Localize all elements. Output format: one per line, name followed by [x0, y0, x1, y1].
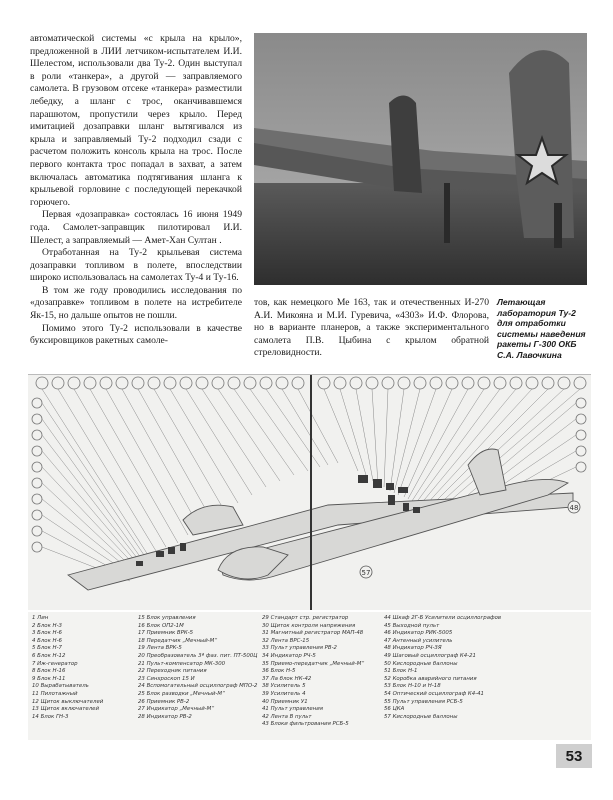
legend-item: 20 Преобразователь 3ª фаз. пит. ПТ-500Ц: [138, 652, 258, 659]
middle-text-column: тов, как немецкого Ме 163, так и отечественных И-270 А.И. Микояна и М.И. Гуревича, «4303» И.Ф. Флорова, но в варианте планеров, а также экспериментального самолета П.В. Цыбина с крылом обратной стреловидности.: [254, 297, 489, 359]
legend-item: 24 Вспомогательный осциллограф МПО-2: [138, 683, 258, 690]
legend-item: 10 Вырабатыватель: [32, 683, 89, 690]
legend-item: 31 Магнитный регистратор МАП-48: [262, 630, 364, 637]
legend-item: 15 Блок управления: [138, 615, 196, 621]
legend-column-1: [32, 615, 136, 721]
cutaway-diagram: [28, 374, 591, 610]
legend-item: 54 Оптический осциллограф К4-41: [384, 690, 484, 697]
legend-item: 28 Индикатор РВ-2: [138, 713, 192, 720]
legend-item: 6 Блок Н-12: [32, 652, 66, 659]
paragraph: автоматической системы «с крыла на крыло», предложенной в ЛИИ летчиком-испытателем И.И. Шелестом, использовали два Ту-2. Один выступал в роли «танкера», а другой — заправляемого самолета. В грузовом отсеке «танкера» разместили лебедку, а шланг с трос, оканчивавшемся парашютом, пропустили через крыло. Перед имитацией дозаправки шланг вытягивался из крыла и заправляемый Ту-2 подходил сзади с расчетом положить консоль крыла на трос. После первого контакта трос попадал в захват, а затем включалась автоматика подтягивания шланга к крыльевой горловине с последующей перекачкой горючего.: [30, 33, 242, 208]
paragraph: Первая «дозаправка» состоялась 16 июня 1949 года. Самолет-заправщик пилотировал И.И. Шелест, а заправляемый — Амет-Хан Султан .: [30, 209, 242, 246]
legend-item: 29 Стандарт стр. регистратор: [262, 615, 349, 621]
diagram-callout-label: 57: [361, 569, 371, 577]
legend-item: 35 Приемо-передатчик „Мечный-М“: [262, 660, 365, 667]
legend-item: 1 Лин: [32, 615, 49, 621]
legend-item: 57 Кислородные баллоны: [384, 713, 458, 720]
legend-item: 16 Блок ОП2-1М: [138, 622, 184, 629]
legend-column-2: [138, 615, 260, 721]
diagram-callout-label-right: 48: [569, 504, 579, 512]
legend-item: 45 Выходной пульт: [384, 622, 440, 629]
diagram-drawing: [28, 375, 591, 610]
legend-item: 7 Иж-генератор: [32, 660, 78, 667]
legend-item: 8 Блок Н-16: [32, 668, 66, 675]
photo-caption: Летающая лаборатория Ту-2 для отработки системы наведения ракеты Г-300 ОКБ С.А. Лавочкина: [497, 297, 586, 360]
legend-item: 3 Блок Н-6: [32, 630, 62, 637]
legend-item: 55 Пульт управления РСБ-5: [384, 698, 463, 705]
legend-item: 27 Индикатор „Мечный-М“: [138, 706, 215, 713]
legend-item: 12 Щиток выключателей: [32, 698, 104, 705]
legend-item: 2 Блок Н-3: [32, 622, 62, 629]
paragraph: В том же году проводились исследования по «дозаправке» топливом в полете на истребителе Як-15, но дальше опытов не пошли.: [30, 284, 242, 322]
legend-item: 40 Приемник У1: [262, 698, 308, 705]
legend-item: 17 Приемник ВРК-5: [138, 630, 194, 637]
legend-item: 44 Шкаф 2Г-Б Усилители осциллографов: [384, 615, 502, 621]
legend-item: 26 Приемник РВ-2: [138, 698, 190, 705]
legend-item: 19 Лента ВРК-5: [138, 645, 182, 652]
legend-item: 33 Пульт управления РВ-2: [262, 645, 337, 652]
paragraph: Помимо этого Ту-2 использовали в качестве буксировщиков ракетных самоле-: [30, 322, 242, 347]
aircraft-photo: [254, 33, 587, 285]
legend-item: 18 Передатчик „Мечный-М“: [138, 637, 218, 644]
legend-item: 14 Блок ГН-3: [32, 713, 69, 720]
legend-item: 25 Блок разводки „Мечный-М“: [138, 690, 225, 697]
legend-item: 21 Пульт-компенсатор МК-300: [138, 660, 226, 667]
legend-item: 53 Блок Н-10 и Н-18: [384, 683, 441, 690]
legend-item: 13 Щиток включателей: [32, 706, 100, 713]
legend-item: 41 Пульт управления: [262, 706, 323, 713]
legend-item: 39 Усилитель 4: [262, 690, 306, 697]
legend-item: 36 Блок Н-5: [262, 668, 296, 675]
legend-item: 43 Блоки фильтрования РСБ-5: [262, 721, 349, 728]
legend-item: 47 Антенный усилитель: [384, 637, 453, 644]
left-text-column: [30, 33, 242, 348]
legend-item: 50 Кислородные баллоны: [384, 660, 458, 667]
aircraft-photo-image: [254, 33, 587, 285]
legend-item: 49 Шаговый осциллограф К4-21: [384, 652, 476, 659]
legend-item: 22 Переходник питания: [138, 668, 207, 675]
legend-column-4: [384, 615, 512, 721]
legend-item: 32 Лента ВРС-15: [262, 637, 310, 644]
legend-item: 30 Щиток контроля напряжения: [262, 622, 356, 629]
legend-item: 46 Индикатор РИК-5005: [384, 630, 453, 637]
legend-column-3: [262, 615, 380, 729]
legend-item: 51 Блок Н-1: [384, 668, 418, 675]
legend-item: 38 Усилитель 5: [262, 683, 306, 690]
legend-item: 48 Индикатор РЧ-3Я: [384, 645, 442, 652]
legend-item: 9 Блок Н-11: [32, 675, 66, 682]
diagram-legend: [28, 612, 591, 740]
page-number: 53: [556, 744, 592, 768]
legend-item: 52 Коробка аварийного питания: [384, 675, 477, 682]
legend-item: 5 Блок Н-7: [32, 645, 62, 652]
legend-item: 37 Ла блок НК-42: [262, 675, 312, 682]
legend-item: 23 Синхроскоп 15 И: [138, 675, 195, 682]
paragraph: Отработанная на Ту-2 крыльевая система дозаправки топливом в полете, впоследствии широко использовалась на самолетах Ту-4 и Ту-16.: [30, 247, 242, 284]
legend-item: 42 Лента В пульт: [262, 713, 312, 720]
legend-item: 34 Индикатор РЧ-5: [262, 652, 316, 659]
legend-item: 56 ЦКА: [384, 706, 405, 713]
legend-item: 11 Пилотажный: [32, 690, 78, 697]
legend-item: 4 Блок Н-6: [32, 637, 62, 644]
